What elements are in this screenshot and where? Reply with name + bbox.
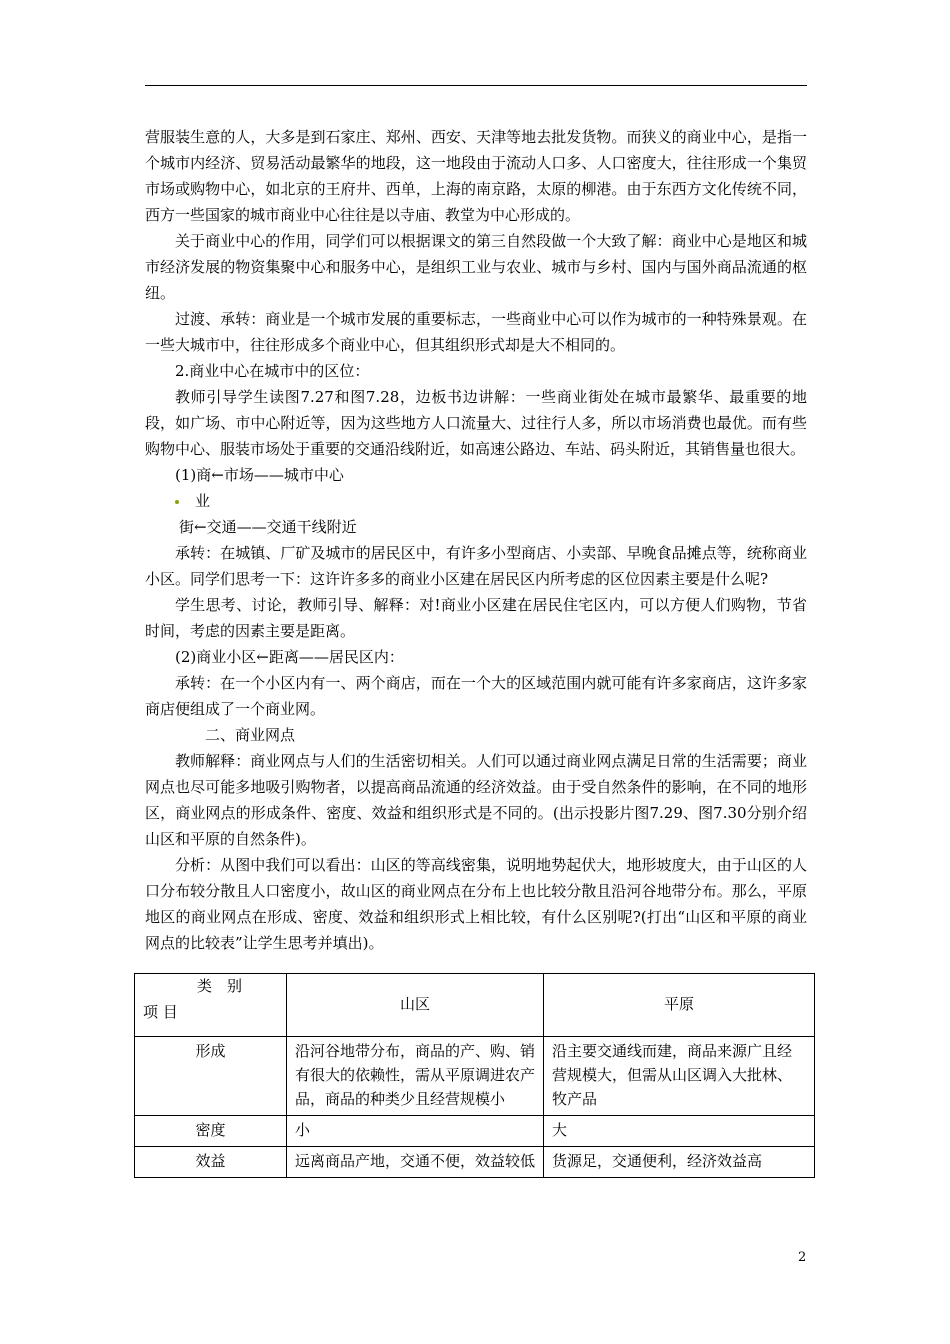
mountain-cell: 沿河谷地带分布，商品的产、购、销有很大的依赖性，需从平原调进农产品，商品的种类少且经营规模小 [287, 1037, 544, 1116]
column-header-plain: 平原 [544, 974, 815, 1037]
mountain-cell: 小 [287, 1116, 544, 1147]
plain-cell: 货源足，交通便利，经济效益高 [544, 1147, 815, 1178]
section-heading: 二、商业网点 [205, 726, 296, 744]
mountain-cell: 远离商品产地，交通不便，效益较低 [287, 1147, 544, 1178]
board-note-text: 业 [195, 492, 211, 510]
paragraph: 学生思考、讨论，教师引导、解释：对!商业小区建在居民住宅区内，可以方便人们购物，节省时间，考虑的因素主要是距离。 [145, 596, 807, 640]
row-label: 效益 [135, 1147, 287, 1178]
paragraph: 承转：在一个小区内有一、两个商店，而在一个大的区域范围内就可能有许多家商店，这许多家商店便组成了一个商业网。 [145, 674, 807, 718]
table-corner-cell [135, 974, 287, 1037]
paragraph: 教师引导学生读图7.27和图7.28，边板书边讲解：一些商业街处在城市最繁华、最重要的地段，如广场、市中心附近等，因为这些地方人口流量大、过往行人多，所以市场消费也最优。而有些购物中心、服装市场处于重要的交通沿线附近，如高速公路边、车站、码头附近，其销售量也很大。 [145, 388, 807, 458]
paragraph: 教师解释：商业网点与人们的生活密切相关。人们可以通过商业网点满足日常的生活需要；商业网点也尽可能多地吸引购物者，以提高商品流通的经济效益。由于受自然条件的影响，在不同的地形区，商业网点的形成条件、密度、效益和组织形式是不同的。(出示投影片图7.29、图7.30分别介绍山区和平原的自然条件)。 [145, 752, 807, 848]
corner-label-item: 项 目 [143, 1003, 178, 1021]
paragraph: 过渡、承转：商业是一个城市发展的重要标志，一些商业中心可以作为城市的一种特殊景观。在一些大城市中，往往形成多个商业中心，但其组织形式却是大不相同的。 [145, 310, 807, 354]
paragraph: 分析：从图中我们可以看出：山区的等高线密集，说明地势起伏大，地形坡度大，由于山区的人口分布较分散且人口密度小，故山区的商业网点在分布上也比较分散且沿河谷地带分布。那么，平原地区的商业网点在形成、密度、效益和组织形式上相比较，有什么区别呢?(打出“山区和平原的商业网点的比较表”让学生思考并填出)。 [145, 856, 807, 952]
row-label: 形成 [135, 1037, 287, 1116]
body-text [145, 124, 807, 956]
corner-label-category: 类 别 [197, 977, 243, 995]
page-number: 2 [798, 1250, 807, 1265]
plain-cell: 沿主要交通线而建，商品来源广且经营规模大，但需从山区调入大批林、牧产品 [544, 1037, 815, 1116]
bullet-dot-icon [175, 500, 179, 504]
table-row [135, 1037, 815, 1116]
header-rule [145, 85, 807, 86]
comparison-table [134, 973, 815, 1178]
row-label: 密度 [135, 1116, 287, 1147]
paragraph: 承转：在城镇、厂矿及城市的居民区中，有许多小型商店、小卖部、早晚食品摊点等，统称商业小区。同学们思考一下：这许许多多的商业小区建在居民区内所考虑的区位因素主要是什么呢? [145, 544, 807, 588]
plain-cell: 大 [544, 1116, 815, 1147]
board-note-line [145, 488, 807, 514]
table-row [135, 1147, 815, 1178]
column-header-mountain: 山区 [287, 974, 544, 1037]
paragraph: 关于商业中心的作用，同学们可以根据课文的第三自然段做一个大致了解：商业中心是地区和城市经济发展的物资集聚中心和服务中心，是组织工业与农业、城市与乡村、国内与国外商品流通的枢纽。 [145, 232, 807, 302]
board-note-line: (2)商业小区←距离——居民区内： [175, 648, 404, 666]
paragraph: 营服装生意的人，大多是到石家庄、郑州、西安、天津等地去批发货物。而狭义的商业中心，是指一个城市内经济、贸易活动最繁华的地段，这一地段由于流动人口多、人口密度大，往往形成一个集贸市场或购物中心，如北京的王府井、西单，上海的南京路，太原的柳港。由于东西方文化传统不同，西方一些国家的城市商业中心往往是以寺庙、教堂为中心形成的。 [145, 128, 807, 224]
board-note-line: 街←交通——交通干线附近 [179, 518, 357, 536]
table-header-row [135, 974, 815, 1037]
section-heading: 2.商业中心在城市中的区位： [175, 362, 370, 380]
table-row [135, 1116, 815, 1147]
board-note-line: (1)商←市场——城市中心 [175, 466, 344, 484]
